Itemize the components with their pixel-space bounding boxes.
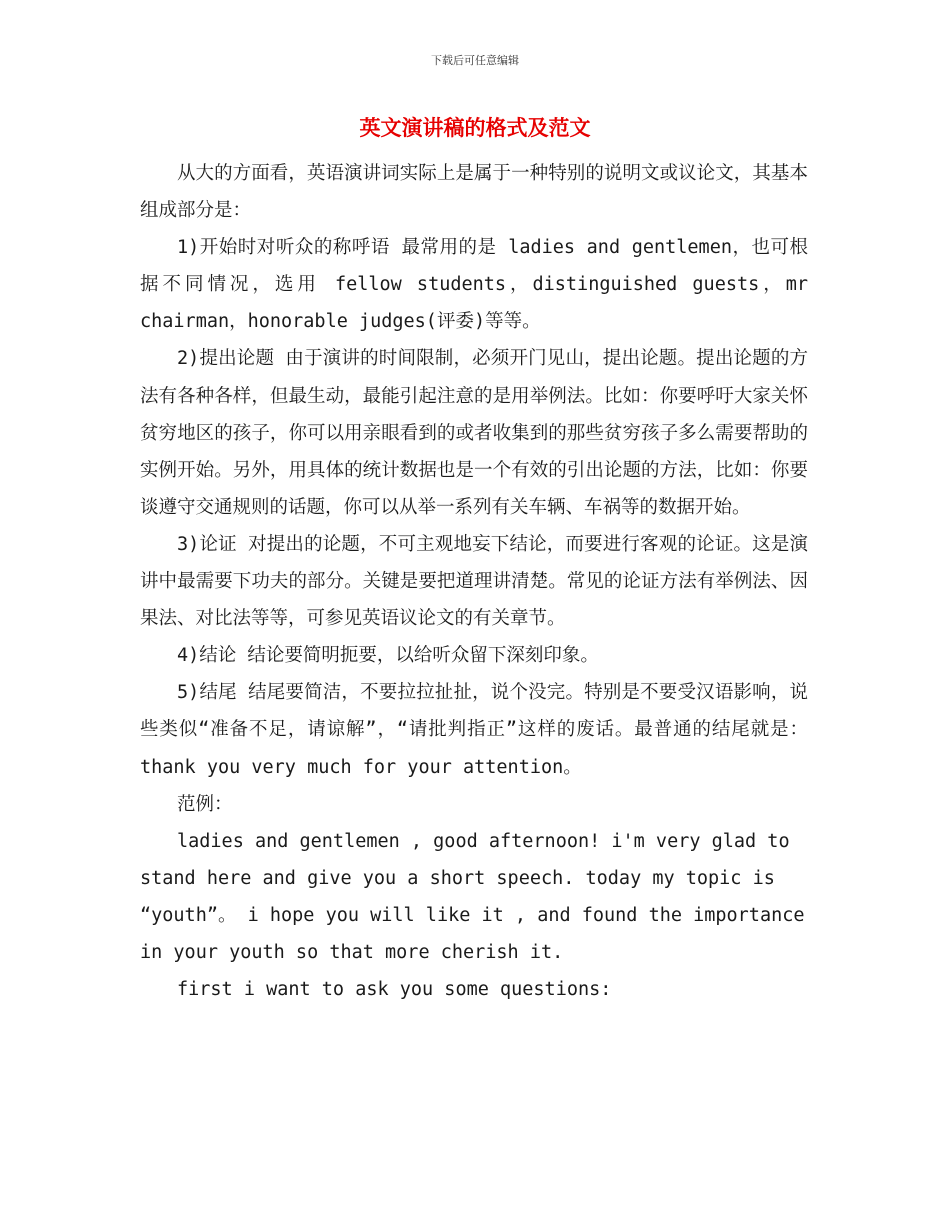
paragraph-argument: 3)论证 对提出的论题，不可主观地妄下结论，而要进行客观的论证。这是演讲中最需要下功夫的部分。关键是要把道理讲清楚。常见的论证方法有举例法、因果法、对比法等等，可参见英语议论文的有关章节。 [140, 533, 808, 630]
paragraph-topic: 2)提出论题 由于演讲的时间限制，必须开门见山，提出论题。提出论题的方法有各种各样，但最生动，最能引起注意的是用举例法。比如：你要呼吁大家关怀贫穷地区的孩子，你可以用亲眼看到的或者收集到的那些贫穷孩子多么需要帮助的实例开始。另外，用具体的统计数据也是一个有效的引出论题的方法，比如：你要谈遵守交通规则的话题，你可以从举一系列有关车辆、车祸等的数据开始。 [140, 348, 808, 518]
page-header: 下载后可任意编辑 [431, 54, 519, 67]
paragraph-ending: 5)结尾 结尾要简洁，不要拉拉扯扯，说个没完。特别是不要受汉语影响，说些类似“准备不足，请谅解”，“请批判指正”这样的废话。最普通的结尾就是：thank you very much for your attention。 [140, 682, 808, 778]
paragraph-intro: 从大的方面看，英语演讲词实际上是属于一种特别的说明文或议论文，其基本组成部分是： [140, 163, 808, 222]
paragraph-salutation: 1)开始时对听众的称呼语 最常用的是 ladies and gentlemen，也可根据不同情况，选用 fellow students，distinguished guests，mr chairman，honorable judges(评委)等等。 [140, 237, 808, 333]
paragraph-example-label: 范例： [177, 793, 233, 815]
document-title: 英文演讲稿的格式及范文 [359, 115, 591, 140]
paragraph-example-speech: ladies and gentlemen , good afternoon! i'm very glad to stand here and give you a short speech. today my topic is “youth”。 i hope you will like it , and found the importance in your youth so that more cherish it. [140, 830, 805, 963]
paragraph-conclusion: 4)结论 结论要简明扼要，以给听众留下深刻印象。 [177, 645, 599, 667]
paragraph-example-questions: first i want to ask you some questions: [177, 979, 612, 1001]
document-body [140, 155, 808, 1008]
